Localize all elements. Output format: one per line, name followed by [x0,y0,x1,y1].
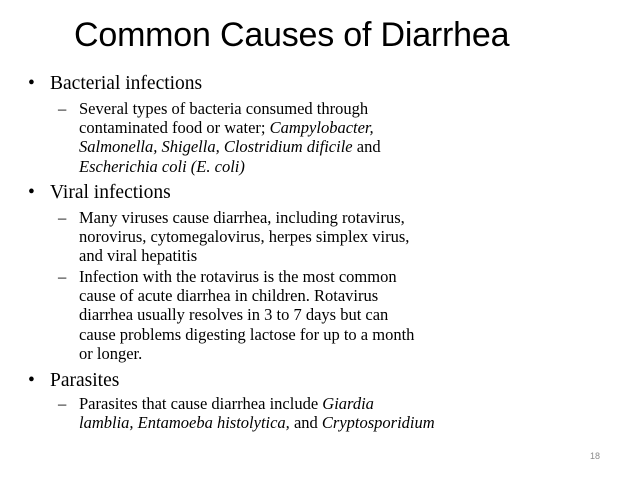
text-run: norovirus, cytomegalovirus, herpes simplex virus, [79,227,410,247]
slide-title: Common Causes of Diarrhea [74,16,510,54]
sub-item-text [79,394,618,432]
section-parasites [28,370,628,392]
sub-item-bacteria-types [58,99,618,176]
text-run: cause of acute diarrhea in children. Rotavirus [79,286,379,306]
dash-icon: – [58,99,67,118]
dash-icon: – [58,208,67,227]
sub-item-text [79,99,618,176]
italic-text: Escherichia coli (E. coli) [79,156,245,176]
bullet-icon: • [28,73,35,94]
text-run: and [289,413,322,433]
bullet-icon: • [28,182,35,203]
sub-item-viruses [58,208,618,266]
dash-icon: – [58,394,67,413]
section-heading: Bacterial infections [50,73,203,94]
italic-text: Salmonella, Shigella, Clostridium dificile [79,137,353,157]
section-bacterial [28,73,628,95]
section-heading: Viral infections [50,182,171,203]
section-heading: Parasites [50,370,120,391]
italic-text: lamblia, Entamoeba histolytica, [79,413,290,433]
sub-item-rotavirus [58,267,618,363]
text-run: Many viruses cause diarrhea, including rotavirus, [79,208,405,227]
italic-text: Campylobacter, [269,118,374,138]
text-run: cause problems digesting lactose for up to a month [79,324,415,344]
text-run: and [352,137,381,157]
bullet-icon: • [28,370,35,391]
slide-number: 18 [590,451,601,461]
section-viral [28,182,628,204]
text-run: Infection with the rotavirus is the most common [79,267,397,286]
sub-item-parasites [58,394,618,432]
text-run: Several types of bacteria consumed through [79,99,369,118]
dash-icon: – [58,267,67,286]
text-run: Parasites that cause diarrhea include [79,394,323,413]
italic-text: Cryptosporidium [321,413,435,433]
text-run: and viral hepatitis [79,246,198,266]
text-run: diarrhea usually resolves in 3 to 7 days but can [79,305,389,325]
text-run: or longer. [79,343,143,363]
sub-item-text [79,267,618,363]
sub-item-text [79,208,618,266]
italic-text: Giardia [322,394,374,413]
text-run: contaminated food or water; [79,118,270,138]
